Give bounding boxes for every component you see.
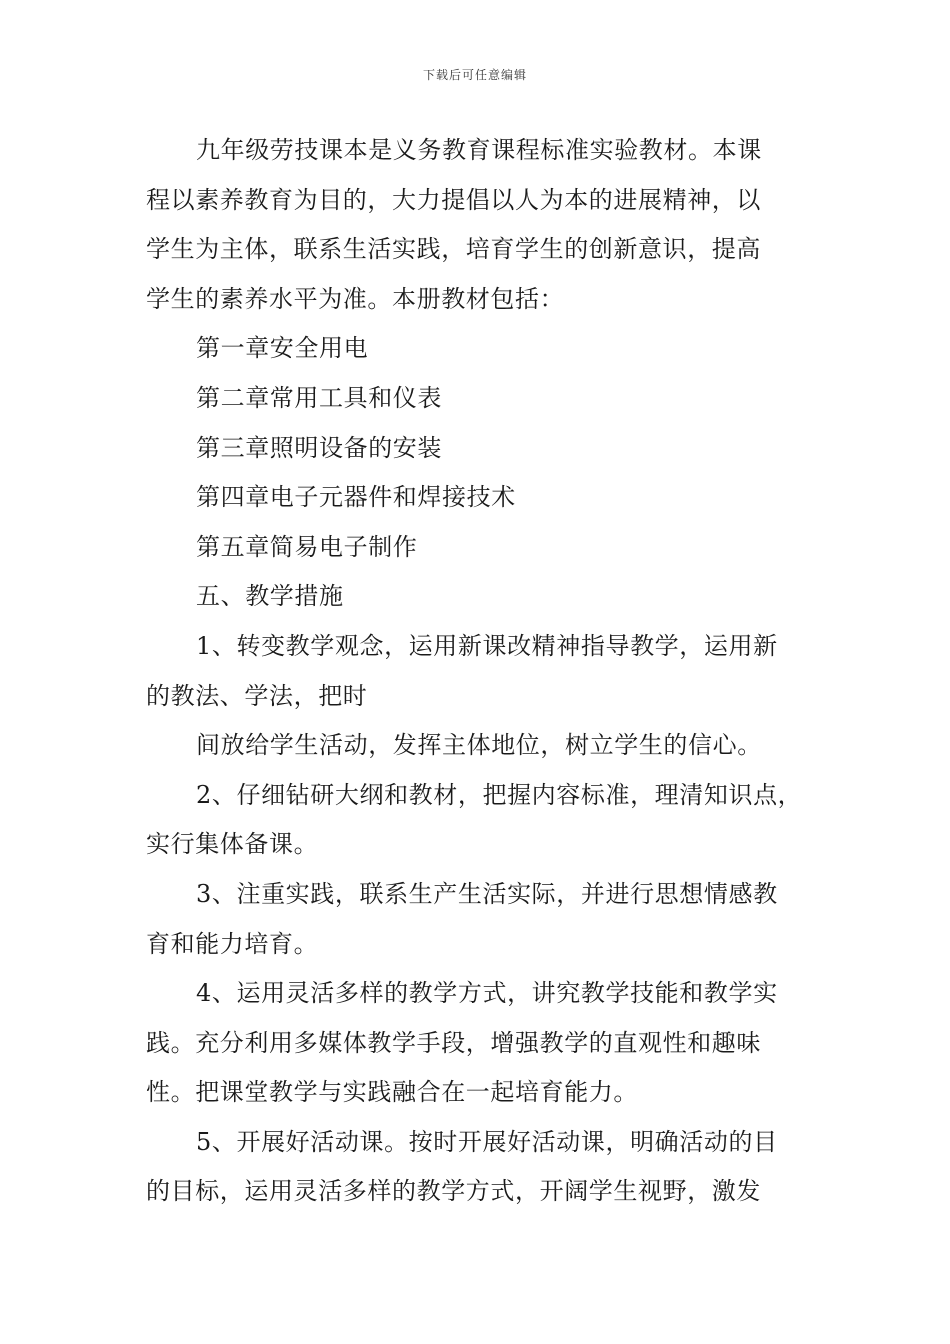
text-line: 学生的素养水平为准。本册教材包括： xyxy=(146,284,565,313)
text-line: 学生为主体，联系生活实践，培育学生的创新意识，提高 xyxy=(146,235,761,264)
text-line: 间放给学生活动，发挥主体地位，树立学生的信心。 xyxy=(196,731,762,760)
text-line: 1、转变教学观念，运用新课改精神指导教学，运用新 xyxy=(196,631,778,660)
text-line: 性。把课堂教学与实践融合在一起培育能力。 xyxy=(146,1078,638,1107)
text-line: 实行集体备课。 xyxy=(146,830,319,859)
text-line: 的教法、学法，把时 xyxy=(146,681,368,710)
page-header: 下载后可任意编辑 xyxy=(422,68,527,82)
document-body xyxy=(146,126,818,1217)
chapter-line: 第四章电子元器件和焊接技术 xyxy=(196,483,516,512)
chapter-line: 第三章照明设备的安装 xyxy=(196,433,442,462)
text-line: 的目标，运用灵活多样的教学方式，开阔学生视野，激发 xyxy=(146,1177,761,1206)
text-line: 践。充分利用多媒体教学手段，增强教学的直观性和趣味 xyxy=(146,1028,761,1057)
chapter-line: 第二章常用工具和仪表 xyxy=(196,383,442,412)
text-line: 九年级劳技课本是义务教育课程标准实验教材。本课 xyxy=(196,136,762,164)
text-line: 5、开展好活动课。按时开展好活动课，明确活动的目 xyxy=(196,1127,778,1156)
chapter-line: 第一章安全用电 xyxy=(196,334,369,363)
text-line: 育和能力培育。 xyxy=(146,929,319,958)
text-line: 3、注重实践，联系生产生活实际，并进行思想情感教 xyxy=(196,879,778,908)
text-line: 4、运用灵活多样的教学方式，讲究教学技能和教学实 xyxy=(196,979,778,1008)
section-heading: 五、教学措施 xyxy=(196,582,344,611)
chapter-line: 第五章简易电子制作 xyxy=(196,532,418,561)
text-line: 2、仔细钻研大纲和教材，把握内容标准，理清知识点， xyxy=(196,780,803,809)
text-line: 程以素养教育为目的，大力提倡以人为本的进展精神，以 xyxy=(146,185,761,214)
